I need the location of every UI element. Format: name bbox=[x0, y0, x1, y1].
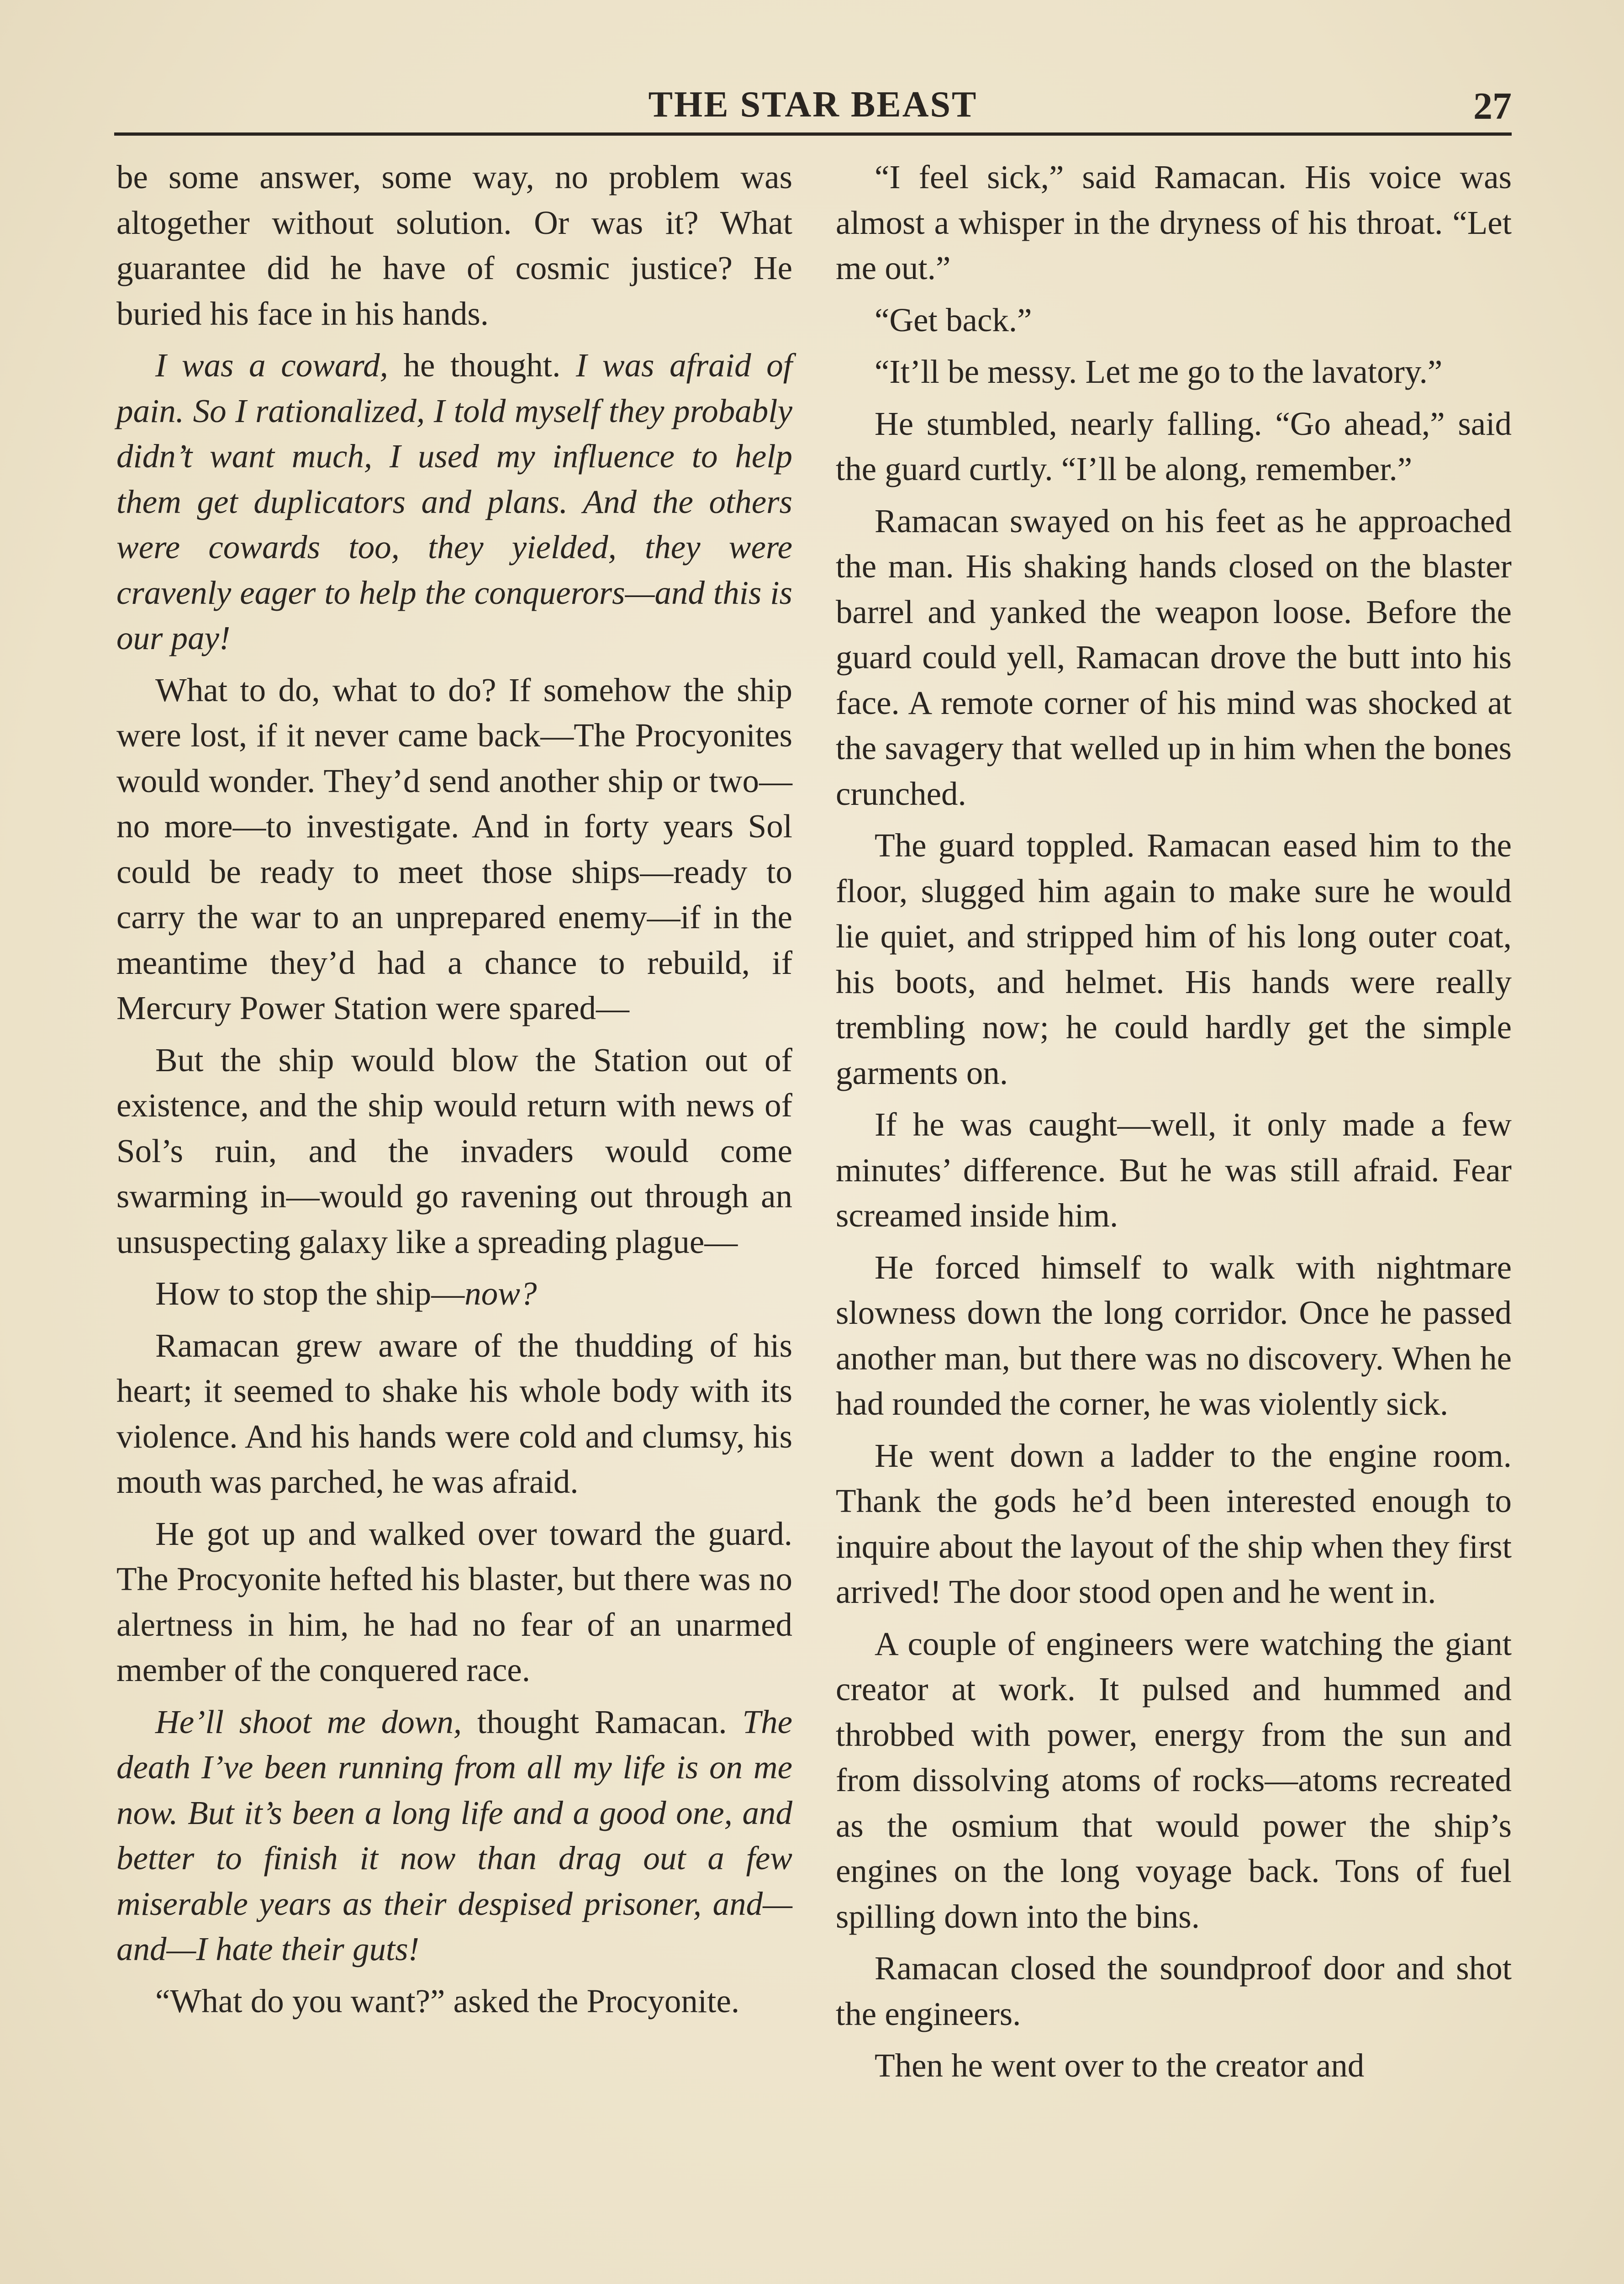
paragraph: But the ship would blow the Station out of existence, and the ship would return with news of Sol’s ruin, and the invaders would come swarming in—would go ravening out through an unsuspecting galaxy like a spreading plague— bbox=[116, 1041, 792, 1260]
paragraph: He got up and walked over toward the guard. The Procyonite hefted his blaster, but there was no alertness in him, he had no fear of an unarmed member of the conquered race. bbox=[116, 1515, 792, 1688]
paragraph bbox=[116, 1271, 792, 1316]
paragraph: “It’ll be messy. Let me go to the lavatory.” bbox=[875, 353, 1443, 390]
paragraph: Ramacan grew aware of the thudding of his heart; it seemed to shake his whole body with its violence. And his hands were cold and clumsy, his mouth was parched, he was afraid. bbox=[116, 1327, 792, 1500]
right-column bbox=[836, 154, 1512, 2095]
left-column bbox=[116, 154, 792, 2030]
text: How to stop the ship— bbox=[155, 1275, 465, 1312]
page-number: 27 bbox=[1473, 85, 1512, 127]
paragraph-italic-thought bbox=[116, 343, 792, 661]
paragraph: The guard toppled. Ramacan eased him to the floor, slugged him again to make sure he would lie quiet, and stripped him of his long outer coat, his boots, and helmet. His hands were really trembling now; he could hardly get the simple garments on. bbox=[836, 827, 1512, 1091]
paragraph: Ramacan swayed on his feet as he approached the man. His shaking hands closed on the blaster barrel and yanked the weapon loose. Before the guard could yell, Ramacan drove the butt into his face. A remote corner of his mind was shocked at the savagery that welled up in him when the bones crunched. bbox=[836, 502, 1512, 812]
paragraph: “I feel sick,” said Ramacan. His voice was almost a whisper in the dryness of his throat. “Let me out.” bbox=[836, 159, 1512, 286]
paragraph: A couple of engineers were watching the giant creator at work. It pulsed and hummed and throbbed with power, energy from the sun and from dissolving atoms of rocks—atoms recreated as the osmium that would power the ship’s engines on the long voyage back. Tons of fuel spilling down into the bins. bbox=[836, 1625, 1512, 1935]
paragraph: What to do, what to do? If somehow the ship were lost, if it never came back—The Procyonites would wonder. They’d send another ship or two—no more—to investigate. And in forty years Sol could be ready to meet those ships—ready to carry the war to an unprepared enemy—if in the meantime they’d had a chance to rebuild, if Mercury Power Station were spared— bbox=[116, 671, 792, 1026]
paragraph: “Get back.” bbox=[875, 301, 1032, 338]
italic-text: I was afraid of pain. So I rationalized, I told myself they probably didn’t want much, I used my influence to help them get duplicators and plans. And the others were cowards too, they yielded, they were cravenly eager to help the conquerors—and this is our pay! bbox=[116, 347, 793, 656]
paragraph: Then he went over to the creator and bbox=[875, 2047, 1365, 2084]
paragraph: If he was caught—well, it only made a few minutes’ difference. But he was still afraid. Fear screamed inside him. bbox=[836, 1106, 1512, 1234]
text: he thought. bbox=[388, 347, 576, 384]
italic-text: He’ll shoot me down, bbox=[155, 1703, 462, 1740]
text: thought Ramacan. bbox=[462, 1703, 743, 1740]
italic-text: now? bbox=[464, 1275, 537, 1312]
running-header bbox=[114, 78, 1512, 136]
paragraph: be some answer, some way, no problem was altogether without solution. Or was it? What guarantee did he have of cosmic justice? He buried his face in his hands. bbox=[116, 159, 792, 332]
italic-text: I was a coward, bbox=[155, 347, 388, 384]
paragraph: “What do you want?” asked the Procyonite. bbox=[155, 1982, 740, 2020]
running-title: THE STAR BEAST bbox=[648, 85, 978, 125]
italic-text: The death I’ve been running from all my life is on me now. But it’s been a long life and a good one, and better to finish it now than drag out a few miserable years as their despised prisoner, and—and—I hate their guts! bbox=[116, 1703, 792, 1967]
paragraph: He went down a ladder to the engine room. Thank the gods he’d been interested enough to inquire about the layout of the ship when they first arrived! The door stood open and he went in. bbox=[836, 1437, 1512, 1610]
paragraph: He forced himself to walk with nightmare slowness down the long corridor. Once he passed another man, but there was no discovery. When he had rounded the corner, he was violently sick. bbox=[836, 1248, 1512, 1422]
paragraph: Ramacan closed the soundproof door and shot the engineers. bbox=[836, 1950, 1512, 2032]
paragraph-italic-thought bbox=[116, 1699, 792, 1972]
paragraph: He stumbled, nearly falling. “Go ahead,” said the guard curtly. “I’ll be along, remember.” bbox=[836, 405, 1512, 487]
